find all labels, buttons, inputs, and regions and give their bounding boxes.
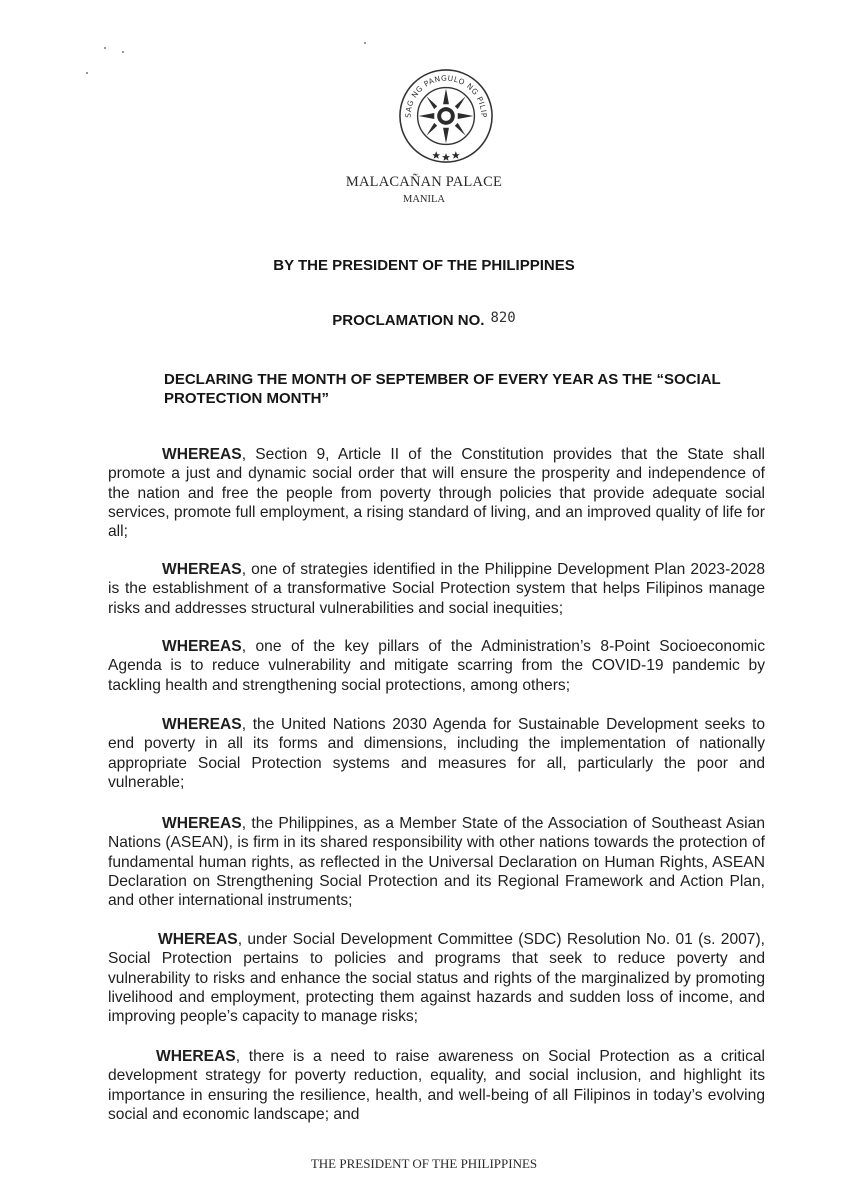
whereas-lead: WHEREAS <box>162 446 242 463</box>
proclamation-heading <box>0 312 848 329</box>
scan-speck <box>104 47 106 49</box>
whereas-clause-4 <box>108 715 765 792</box>
whereas-clause-6 <box>108 930 765 1026</box>
scan-speck <box>364 42 366 44</box>
whereas-clause-5 <box>108 814 765 910</box>
presidential-seal-icon <box>397 67 495 165</box>
scan-speck <box>122 51 124 53</box>
whereas-text: , the United Nations 2030 Agenda for Sustainable Development seeks to end poverty in all its forms and dimensions, including the implementation of nationally appropriate Social Protection systems and measures for all, particularly the poor and vulnerable; <box>108 716 765 791</box>
whereas-text: , one of strategies identified in the Philippine Development Plan 2023-2028 is the establishment of a transformative Social Protection system that helps Filipinos manage risks and addresses structural vulnerabilities and social inequities; <box>108 561 765 617</box>
whereas-lead: WHEREAS <box>162 638 242 655</box>
proclamation-label: PROCLAMATION NO. <box>332 312 485 329</box>
page-footer: THE PRESIDENT OF THE PHILIPPINES <box>310 1156 538 1171</box>
proclamation-title: DECLARING THE MONTH OF SEPTEMBER OF EVERY YEAR AS THE “SOCIAL PROTECTION MONTH” <box>164 371 721 407</box>
whereas-text: , one of the key pillars of the Administration’s 8-Point Socioeconomic Agenda is to reduce vulnerability and mitigate scarring from the COVID-19 pandemic by tackling health and strengthening social protections, among others; <box>108 638 765 694</box>
whereas-clause-3 <box>108 637 765 695</box>
palace-name: MALACAÑAN PALACE <box>345 174 503 190</box>
whereas-lead: WHEREAS <box>156 1048 236 1065</box>
whereas-lead: WHEREAS <box>162 716 242 733</box>
whereas-clause-1 <box>108 445 765 541</box>
issuer-heading: BY THE PRESIDENT OF THE PHILIPPINES <box>273 257 575 274</box>
whereas-lead: WHEREAS <box>162 815 242 832</box>
whereas-text: , the Philippines, as a Member State of the Association of Southeast Asian Nations (ASEAN), is firm in its shared responsibility with other nations towards the protection of fundamental human rights, as reflected in the Universal Declaration on Human Rights, ASEAN Declaration on Strengthening Social Protection and its Regional Framework and Action Plan, and other international instruments; <box>108 815 765 910</box>
whereas-text: , under Social Development Committee (SDC) Resolution No. 01 (s. 2007), Social Protection pertains to policies and programs that seek to reduce poverty and vulnerability to risks and enhance the social status and rights of the marginalized by promoting livelihood and employment, protecting them against hazards and sudden loss of income, and improving people’s capacity to manage risks; <box>108 931 765 1026</box>
seal-ring-text: SAG NG PANGULO NG PILIP <box>403 73 489 119</box>
whereas-lead: WHEREAS <box>162 561 242 578</box>
whereas-clause-2 <box>108 560 765 618</box>
proclamation-number: 820 <box>490 310 516 326</box>
whereas-text: , Section 9, Article II of the Constitution provides that the State shall promote a just and dynamic social order that will ensure the prosperity and independence of the nation and free the people from poverty through policies that provide adequate social services, promote full employment, a rising standard of living, and an improved quality of life for all; <box>108 446 765 541</box>
whereas-lead: WHEREAS <box>158 931 238 948</box>
palace-city: MANILA <box>403 194 445 205</box>
whereas-text: , there is a need to raise awareness on Social Protection as a critical development strategy for poverty reduction, equality, and social inclusion, and highlight its importance in ensuring the resilience, health, and well-being of all Filipinos in today’s evolving social and economic landscape; and <box>108 1048 765 1123</box>
scan-speck <box>86 72 88 74</box>
whereas-clause-7 <box>108 1047 765 1124</box>
